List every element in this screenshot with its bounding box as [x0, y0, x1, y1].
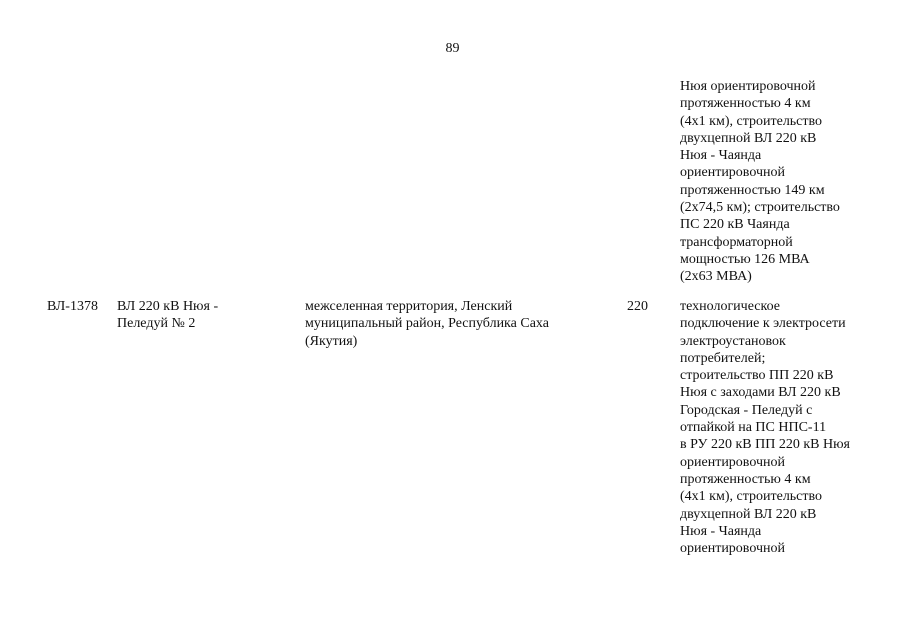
territory-text: межселенная территория, Ленский — [305, 299, 513, 314]
row-territory — [305, 298, 549, 350]
continuation-line: Нюя - Чаянда — [680, 148, 762, 164]
description-line: подключение к электросети — [680, 316, 846, 332]
continuation-line: Нюя ориентировочной — [680, 79, 816, 94]
continuation-line: трансформаторной — [680, 234, 793, 250]
description-line: потребителей; — [680, 350, 766, 366]
description-line: (4x1 км), строительство — [680, 489, 823, 505]
row-line-name — [117, 298, 218, 333]
line-name-text: ВЛ 220 кВ Нюя - — [117, 299, 219, 314]
row-description — [680, 298, 850, 557]
description-line: ориентировочной — [680, 541, 785, 557]
description-line: двухцепной ВЛ 220 кВ — [680, 506, 817, 522]
continuation-line: ориентировочной — [680, 165, 785, 181]
territory-text: (Якутия) — [305, 333, 358, 349]
row-voltage: 220 — [627, 299, 648, 314]
continuation-line: ПС 220 кВ Чаянда — [680, 217, 790, 233]
continuation-line: (2x63 МВА) — [680, 269, 752, 285]
description-line: отпайкой на ПС НПС-11 — [680, 420, 827, 436]
description-line: протяженностью 4 км — [680, 471, 811, 487]
line-name-text: Пеледуй № 2 — [117, 316, 196, 332]
continuation-line: (4x1 км), строительство — [680, 113, 823, 129]
description-line: Нюя с заходами ВЛ 220 кВ — [680, 385, 841, 401]
continuation-line: протяженностью 149 км — [680, 182, 825, 198]
description-line: Нюя - Чаянда — [680, 523, 762, 539]
description-line: Городская - Пеледуй с — [680, 402, 813, 418]
continuation-line: двухцепной ВЛ 220 кВ — [680, 130, 817, 146]
description-line: электроустановок — [680, 333, 786, 349]
row-code: ВЛ-1378 — [47, 299, 98, 314]
territory-text: муниципальный район, Республика Саха — [305, 316, 549, 332]
previous-row-description-continuation — [680, 78, 840, 286]
description-line: ориентировочной — [680, 454, 785, 470]
description-line: в РУ 220 кВ ПП 220 кВ Нюя — [680, 437, 850, 453]
continuation-line: протяженностью 4 км — [680, 96, 811, 112]
description-line: строительство ПП 220 кВ — [680, 368, 834, 384]
page-number: 89 — [445, 41, 460, 56]
continuation-line: мощностью 126 МВА — [680, 251, 810, 267]
description-line: технологическое — [680, 299, 780, 314]
continuation-line: (2x74,5 км); строительство — [680, 200, 840, 216]
